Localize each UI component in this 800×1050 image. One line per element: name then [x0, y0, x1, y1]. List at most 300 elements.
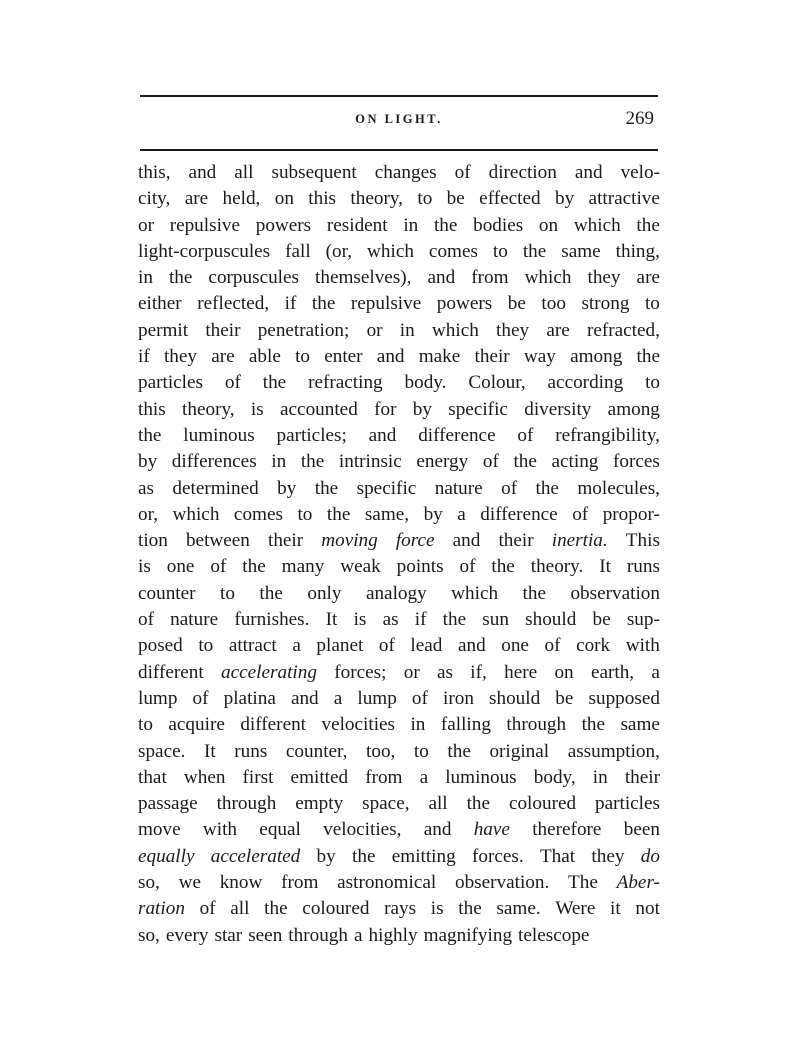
word: attractive: [588, 188, 660, 210]
word: or: [403, 661, 420, 683]
word: therefore: [532, 819, 602, 841]
running-title: ON LIGHT.: [355, 112, 443, 126]
word: as: [138, 477, 154, 499]
word: by: [554, 188, 575, 210]
word: the: [264, 898, 288, 920]
word: repulsive: [169, 214, 241, 236]
word: the: [636, 346, 660, 368]
word: through: [506, 714, 567, 736]
word: to: [645, 372, 660, 394]
word: difference: [418, 424, 496, 446]
word: held,: [222, 188, 261, 210]
word: or,: [138, 503, 159, 525]
word: forces.: [471, 845, 524, 867]
word: different: [138, 661, 204, 683]
word: determined: [172, 477, 259, 499]
word: on: [554, 661, 574, 683]
word: their: [474, 346, 510, 368]
word: a: [419, 766, 429, 788]
text-line: [138, 528, 660, 554]
text-line: [138, 923, 660, 949]
word: through: [216, 793, 277, 815]
word: the: [447, 740, 471, 762]
word: the: [326, 503, 351, 525]
word: forces: [613, 451, 660, 473]
word: comes: [428, 240, 478, 262]
word: the: [311, 293, 336, 315]
text-line: [138, 554, 660, 580]
word: according: [547, 372, 624, 394]
word: Colour,: [468, 372, 526, 394]
word: by: [138, 451, 158, 473]
word: particles;: [276, 424, 347, 446]
word: of: [517, 424, 534, 446]
word: a: [354, 924, 363, 946]
word: be: [446, 188, 465, 210]
word: if,: [470, 661, 487, 683]
word: The: [568, 872, 598, 894]
word: energy: [416, 451, 469, 473]
word: supposed: [588, 687, 660, 709]
word: luminous: [183, 424, 255, 446]
word: furnishes.: [234, 609, 310, 631]
word: they: [496, 319, 530, 341]
italic-word: do: [640, 845, 660, 867]
text-line: [138, 817, 660, 843]
word: in: [138, 267, 153, 289]
word: been: [623, 819, 660, 841]
word: (or,: [325, 240, 353, 262]
word: of: [192, 687, 209, 709]
text-line: [138, 476, 660, 502]
body-text: [138, 160, 660, 949]
word: the: [259, 582, 283, 604]
word: be: [555, 687, 574, 709]
word: luminous: [445, 766, 517, 788]
word: the: [535, 477, 559, 499]
word: they: [591, 845, 625, 867]
word: equal: [259, 819, 301, 841]
word: the: [522, 240, 547, 262]
word: know: [219, 872, 263, 894]
header-bottom-rule: [140, 149, 658, 151]
word: nature: [434, 477, 483, 499]
word: a: [651, 661, 660, 683]
word: cork: [576, 635, 611, 657]
word: all: [428, 793, 448, 815]
word: for: [374, 398, 397, 420]
word: points: [396, 556, 444, 578]
word: which: [524, 267, 572, 289]
italic-word: have: [473, 819, 510, 841]
word: passage: [138, 793, 198, 815]
word: weak: [340, 556, 381, 578]
word: make: [418, 346, 461, 368]
word: to: [644, 293, 660, 315]
word: if: [284, 293, 297, 315]
word: coloured: [508, 793, 577, 815]
text-line: [138, 370, 660, 396]
word: be: [507, 293, 526, 315]
word: resident: [326, 214, 388, 236]
word: acting: [551, 451, 599, 473]
word: when: [183, 766, 226, 788]
word: repulsive: [350, 293, 422, 315]
word: of: [459, 556, 476, 578]
text-line: [138, 765, 660, 791]
header-top-rule: [140, 95, 658, 97]
word: in: [410, 714, 426, 736]
word: sun: [482, 609, 509, 631]
word: the: [314, 477, 339, 499]
word: astronomical: [337, 872, 437, 894]
word: and: [290, 687, 319, 709]
word: are: [636, 267, 660, 289]
word: It: [599, 556, 611, 578]
word: not: [635, 898, 660, 920]
word: or: [366, 319, 383, 341]
word: accounted: [280, 398, 358, 420]
text-line: [138, 291, 660, 317]
word: among: [570, 346, 623, 368]
word: same: [620, 714, 660, 736]
word: one: [501, 635, 529, 657]
word: of: [138, 609, 154, 631]
word: highly: [368, 924, 418, 946]
italic-word: Aber-: [616, 872, 660, 894]
word: comes: [233, 503, 283, 525]
word: in: [399, 319, 415, 341]
word: fall: [285, 240, 311, 262]
word: a: [292, 635, 301, 657]
italic-word: equally: [138, 845, 195, 867]
word: earth,: [590, 661, 635, 683]
word: it: [610, 898, 621, 920]
text-line: [138, 607, 660, 633]
word: It: [203, 740, 216, 762]
word: between: [185, 530, 250, 552]
word: same.: [496, 898, 541, 920]
word: original: [489, 740, 550, 762]
italic-word: force: [395, 530, 435, 552]
word: way: [523, 346, 556, 368]
word: as: [382, 609, 399, 631]
word: if: [414, 609, 427, 631]
word: enter: [324, 346, 363, 368]
word: by: [423, 503, 443, 525]
word: themselves),: [315, 267, 412, 289]
italic-word: inertia.: [551, 530, 608, 552]
word: which: [172, 503, 220, 525]
word: lump: [357, 687, 397, 709]
word: runs: [234, 740, 268, 762]
word: that: [138, 766, 167, 788]
word: the: [352, 845, 376, 867]
word: telescope: [518, 924, 590, 946]
word: refrangibility,: [555, 424, 660, 446]
word: theory,: [182, 398, 235, 420]
word: analogy: [365, 582, 427, 604]
word: specific: [356, 477, 417, 499]
word: attract: [228, 635, 277, 657]
running-head: [140, 108, 658, 138]
word: specific: [448, 398, 508, 420]
word: of: [411, 687, 428, 709]
word: to: [297, 503, 313, 525]
word: either: [138, 293, 182, 315]
word: are: [184, 188, 209, 210]
word: only: [307, 582, 342, 604]
word: the: [581, 714, 606, 736]
word: from: [281, 872, 319, 894]
word: the: [138, 424, 162, 446]
text-line: [138, 186, 660, 212]
word: as: [437, 661, 453, 683]
word: the: [300, 451, 325, 473]
word: we: [178, 872, 201, 894]
text-line: [138, 896, 660, 922]
text-line: [138, 633, 660, 659]
text-line: [138, 265, 660, 291]
word: is: [353, 609, 367, 631]
word: of: [454, 162, 471, 183]
word: from: [365, 766, 403, 788]
word: molecules,: [577, 477, 660, 499]
word: same,: [364, 503, 410, 525]
word: effected: [479, 188, 541, 210]
word: lump: [138, 687, 178, 709]
word: city,: [138, 188, 171, 210]
word: falling: [440, 714, 491, 736]
word: and: [457, 635, 486, 657]
word: difference: [480, 503, 558, 525]
word: or: [138, 214, 154, 236]
word: with: [202, 819, 238, 841]
word: by: [316, 845, 336, 867]
word: refracted,: [586, 319, 660, 341]
word: of: [544, 635, 561, 657]
word: permit: [138, 319, 189, 341]
word: their: [267, 530, 304, 552]
word: It: [325, 609, 338, 631]
word: nature: [170, 609, 219, 631]
word: the: [458, 898, 482, 920]
word: of: [199, 898, 216, 920]
word: forces;: [334, 661, 387, 683]
word: thing,: [615, 240, 660, 262]
word: counter,: [285, 740, 348, 762]
word: iron: [443, 687, 474, 709]
word: coloured: [302, 898, 370, 920]
word: to: [492, 240, 508, 262]
word: so,: [138, 872, 160, 894]
word: emitting: [391, 845, 456, 867]
word: able: [248, 346, 281, 368]
word: strong: [581, 293, 630, 315]
text-line: [138, 423, 660, 449]
word: should: [525, 609, 577, 631]
word: among: [607, 398, 660, 420]
text-line: [138, 344, 660, 370]
word: in: [403, 214, 419, 236]
word: to: [295, 346, 310, 368]
word: all: [234, 162, 254, 183]
text-line: [138, 449, 660, 475]
word: the: [442, 609, 467, 631]
text-line: [138, 739, 660, 765]
word: powers: [436, 293, 493, 315]
word: velocities,: [323, 819, 402, 841]
word: the: [636, 214, 660, 236]
text-line: [138, 160, 660, 186]
word: they: [587, 267, 621, 289]
italic-word: moving: [321, 530, 378, 552]
word: too,: [366, 740, 396, 762]
text-line: [138, 712, 660, 738]
word: on: [538, 214, 559, 236]
word: which: [573, 214, 621, 236]
word: particles: [138, 372, 203, 394]
text-line: [138, 239, 660, 265]
word: so,: [138, 924, 160, 946]
word: one: [166, 556, 195, 578]
word: and: [423, 819, 452, 841]
word: to: [413, 740, 429, 762]
word: sup-: [626, 609, 660, 631]
word: the: [433, 214, 458, 236]
word: from: [471, 267, 509, 289]
word: space,: [362, 793, 410, 815]
word: which: [431, 319, 479, 341]
word: diversity: [524, 398, 592, 420]
word: powers: [255, 214, 312, 236]
word: this: [138, 398, 166, 420]
word: lead: [410, 635, 443, 657]
word: their: [624, 766, 660, 788]
word: a: [333, 687, 343, 709]
word: move: [138, 819, 181, 841]
word: planet: [316, 635, 364, 657]
text-line: [138, 870, 660, 896]
word: direction: [488, 162, 557, 183]
word: refracting: [308, 372, 383, 394]
word: of: [224, 372, 241, 394]
word: their: [498, 530, 534, 552]
word: theory.: [530, 556, 584, 578]
word: is: [430, 898, 444, 920]
text-line: [138, 791, 660, 817]
text-line: [138, 213, 660, 239]
word: if: [138, 346, 150, 368]
word: emitted: [290, 766, 349, 788]
italic-word: ration: [138, 898, 185, 920]
word: the: [522, 582, 546, 604]
text-line: [138, 502, 660, 528]
word: assumption,: [567, 740, 660, 762]
word: corpuscules: [208, 267, 300, 289]
word: by: [277, 477, 297, 499]
word: and: [376, 346, 405, 368]
word: is: [138, 556, 151, 578]
word: many: [281, 556, 325, 578]
word: counter: [138, 582, 196, 604]
word: in: [592, 766, 608, 788]
word: differences: [171, 451, 257, 473]
word: magnifying: [423, 924, 513, 946]
word: body.: [404, 372, 447, 394]
word: every: [165, 924, 209, 946]
word: subsequent: [271, 162, 357, 183]
word: and: [427, 267, 456, 289]
word: are: [546, 319, 570, 341]
word: same: [561, 240, 601, 262]
word: their: [205, 319, 241, 341]
word: should: [489, 687, 541, 709]
text-line: [138, 844, 660, 870]
italic-word: accelerating: [221, 661, 317, 683]
word: on: [274, 188, 294, 210]
word: be: [592, 609, 611, 631]
word: body,: [533, 766, 576, 788]
word: theory,: [350, 188, 403, 210]
word: Were: [555, 898, 596, 920]
word: of: [501, 477, 518, 499]
word: platina: [223, 687, 276, 709]
text-line: [138, 686, 660, 712]
word: penetration;: [257, 319, 350, 341]
word: velocities: [321, 714, 396, 736]
word: the: [513, 451, 537, 473]
word: changes: [374, 162, 437, 183]
word: acquire: [168, 714, 225, 736]
word: through: [288, 924, 348, 946]
italic-word: accelerated: [210, 845, 301, 867]
text-line: [138, 660, 660, 686]
word: rays: [384, 898, 417, 920]
word: particles: [595, 793, 660, 815]
word: and: [188, 162, 217, 183]
word: to: [417, 188, 433, 210]
word: are: [211, 346, 235, 368]
word: space.: [138, 740, 186, 762]
word: in: [271, 451, 287, 473]
word: first: [242, 766, 274, 788]
word: a: [457, 503, 466, 525]
text-line: [138, 318, 660, 344]
word: the: [168, 267, 193, 289]
word: to: [138, 714, 153, 736]
word: of: [572, 503, 589, 525]
word: star: [214, 924, 243, 946]
word: velo-: [620, 162, 660, 183]
word: with: [625, 635, 660, 657]
word: bodies: [473, 214, 524, 236]
text-line: [138, 581, 660, 607]
word: empty: [295, 793, 344, 815]
word: observation: [570, 582, 660, 604]
word: to: [198, 635, 214, 657]
word: too: [541, 293, 566, 315]
word: and: [574, 162, 603, 183]
word: light-corpuscules: [138, 240, 271, 262]
word: to: [220, 582, 235, 604]
word: and: [452, 530, 481, 552]
word: here: [504, 661, 538, 683]
word: posed: [138, 635, 183, 657]
word: of: [210, 556, 227, 578]
word: runs: [626, 556, 660, 578]
word: which: [451, 582, 499, 604]
